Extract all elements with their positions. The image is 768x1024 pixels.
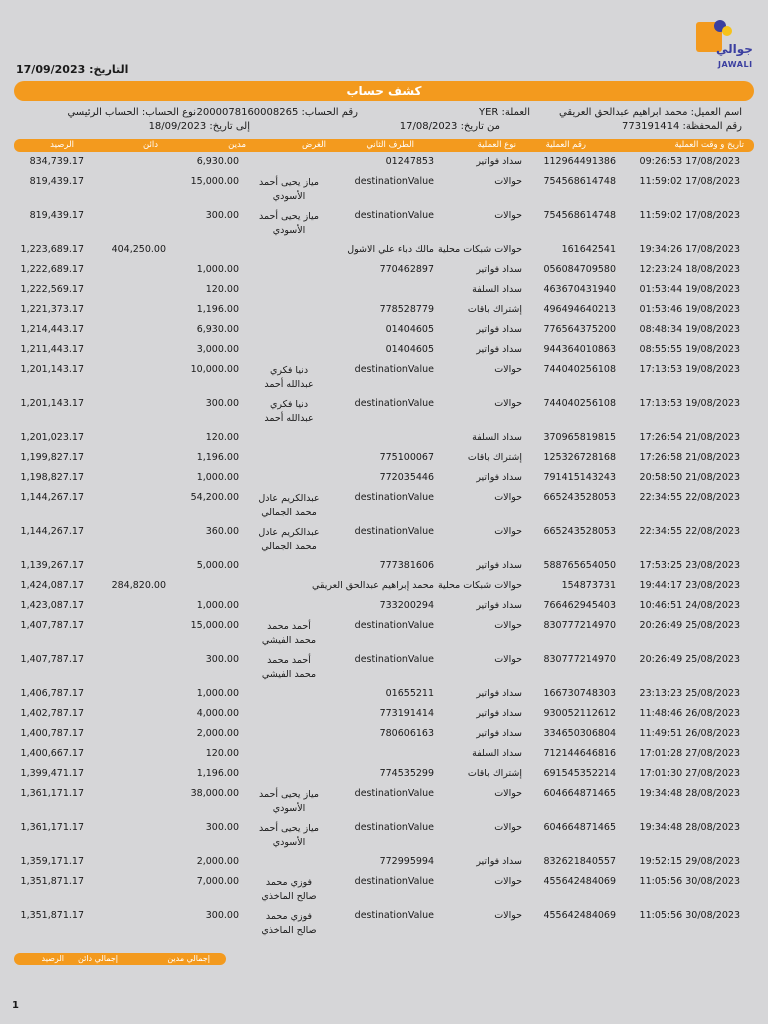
table-row [0, 156, 768, 176]
logo-english-text: JAWALI [718, 60, 753, 69]
row-type: حوالات [494, 654, 522, 665]
row-balance: 1,144,267.17 [20, 526, 84, 537]
table-row [0, 768, 768, 788]
table-row [0, 432, 768, 452]
row-purpose: فوزي محمد صالح الماخذي [261, 877, 317, 902]
row-party: destinationValue [354, 176, 434, 187]
row-date: 17:01:28 27/08/2023 [639, 748, 740, 759]
row-date: 20:26:49 25/08/2023 [639, 620, 740, 631]
row-date: 01:53:46 19/08/2023 [639, 304, 740, 315]
row-number: 604664871465 [543, 788, 616, 799]
row-number: 112964491386 [543, 156, 616, 167]
row-number: 930052112612 [543, 708, 616, 719]
row-debit: 15,000.00 [190, 620, 239, 631]
column-header-date: تاريخ و وقت العملية [674, 140, 744, 150]
row-balance: 1,351,871.17 [20, 910, 84, 921]
row-date: 11:59:02 17/08/2023 [639, 210, 740, 221]
row-debit: 6,930.00 [196, 156, 239, 167]
page-number: 1 [12, 1000, 19, 1011]
row-balance: 1,424,087.17 [20, 580, 84, 591]
row-party: 772995994 [379, 856, 434, 867]
row-date: 23:13:23 25/08/2023 [639, 688, 740, 699]
table-row [0, 654, 768, 688]
row-type: حوالات [494, 788, 522, 799]
customer-name: اسم العميل: محمد ابراهيم عبدالحق العريقي [559, 107, 742, 118]
row-balance: 1,221,373.17 [20, 304, 84, 315]
statement-date [16, 63, 128, 76]
table-row [0, 452, 768, 472]
row-party: 772035446 [379, 472, 434, 483]
table-row [0, 910, 768, 944]
row-party: 733200294 [379, 600, 434, 611]
row-party: 01404605 [385, 324, 434, 335]
row-debit: 1,196.00 [196, 768, 239, 779]
account-type: نوع الحساب: الحساب الرئيسي [67, 107, 196, 118]
row-type: سداد السلفة [472, 432, 522, 443]
table-row [0, 492, 768, 526]
table-row [0, 526, 768, 560]
row-type: حوالات [494, 526, 522, 537]
row-party: 774535299 [379, 768, 434, 779]
row-party: destinationValue [354, 492, 434, 503]
row-party: destinationValue [354, 210, 434, 221]
row-number: 334650306804 [543, 728, 616, 739]
row-number: 463670431940 [543, 284, 616, 295]
row-debit: 300.00 [205, 910, 239, 921]
table-row [0, 344, 768, 364]
column-header-number: رقم العملية [545, 140, 586, 150]
row-purpose: مياز يحيى أحمد الأسودي [258, 177, 320, 202]
row-balance: 1,201,023.17 [20, 432, 84, 443]
row-type: حوالات [494, 876, 522, 887]
total-credit-label: إجمالي دائن [78, 954, 118, 963]
row-number: 830777214970 [543, 620, 616, 631]
row-debit: 4,000.00 [196, 708, 239, 719]
row-balance: 1,211,443.17 [20, 344, 84, 355]
column-header-credit: دائن [143, 140, 158, 150]
row-balance: 1,423,087.17 [20, 600, 84, 611]
row-debit: 120.00 [205, 284, 239, 295]
table-header [14, 139, 754, 152]
row-number: 944364010863 [543, 344, 616, 355]
table-row [0, 244, 768, 264]
row-date: 17:26:58 21/08/2023 [639, 452, 740, 463]
row-party: 775100067 [379, 452, 434, 463]
table-row [0, 210, 768, 244]
row-balance: 1,198,827.17 [20, 472, 84, 483]
row-type: حوالات [494, 364, 522, 375]
row-number: 830777214970 [543, 654, 616, 665]
row-number: 455642484069 [543, 876, 616, 887]
row-balance: 819,439.17 [29, 210, 84, 221]
row-date: 09:26:53 17/08/2023 [639, 156, 740, 167]
row-type: سداد فواتير [476, 324, 522, 335]
row-debit: 360.00 [205, 526, 239, 537]
table-row [0, 708, 768, 728]
row-purpose: مياز يحيى أحمد الأسودي [258, 823, 320, 848]
row-number: 370965819815 [543, 432, 616, 443]
row-number: 496494640213 [543, 304, 616, 315]
row-debit: 300.00 [205, 210, 239, 221]
row-balance: 1,222,569.17 [20, 284, 84, 295]
to-date: إلى تاريخ: 18/09/2023 [148, 121, 250, 132]
row-party: 778528779 [379, 304, 434, 315]
row-debit: 120.00 [205, 748, 239, 759]
row-party: destinationValue [354, 876, 434, 887]
row-debit: 1,000.00 [196, 688, 239, 699]
row-type: سداد فواتير [476, 560, 522, 571]
row-purpose: دنيا فكري عبدالله أحمد [264, 365, 314, 390]
row-number: 665243528053 [543, 492, 616, 503]
totals-bar [14, 953, 226, 965]
row-debit: 1,196.00 [196, 452, 239, 463]
row-purpose: أحمد محمد محمد الفيشي [261, 655, 317, 680]
row-party: 01247853 [385, 156, 434, 167]
logo-arabic-text: جوالي [716, 42, 753, 56]
row-party: 01404605 [385, 344, 434, 355]
row-debit: 1,000.00 [196, 600, 239, 611]
row-balance: 1,399,471.17 [20, 768, 84, 779]
row-date: 22:34:55 22/08/2023 [639, 492, 740, 503]
row-debit: 7,000.00 [196, 876, 239, 887]
page-title: كشف حساب [14, 81, 754, 101]
row-type: سداد السلفة [472, 748, 522, 759]
row-debit: 54,200.00 [190, 492, 239, 503]
table-row [0, 284, 768, 304]
table-row [0, 324, 768, 344]
row-date: 19:52:15 29/08/2023 [639, 856, 740, 867]
row-type: حوالات [494, 910, 522, 921]
row-number: 665243528053 [543, 526, 616, 537]
table-row [0, 600, 768, 620]
row-balance: 1,223,689.17 [20, 244, 84, 255]
row-balance: 1,400,787.17 [20, 728, 84, 739]
table-row [0, 264, 768, 284]
table-row [0, 398, 768, 432]
table-row [0, 580, 768, 600]
row-debit: 300.00 [205, 398, 239, 409]
row-debit: 5,000.00 [196, 560, 239, 571]
row-date: 08:55:55 19/08/2023 [639, 344, 740, 355]
table-row [0, 620, 768, 654]
row-type: إشتراك باقات [467, 304, 522, 315]
total-debit-label: إجمالي مدين [167, 954, 210, 963]
column-header-debit: مدين [228, 140, 246, 150]
row-party: destinationValue [354, 822, 434, 833]
row-party: مالك دباء علي الاشول [347, 244, 434, 255]
row-balance: 834,739.17 [29, 156, 84, 167]
row-debit: 1,000.00 [196, 472, 239, 483]
row-debit: 2,000.00 [196, 856, 239, 867]
column-header-party: الطرف الثاني [366, 140, 414, 150]
row-date: 20:58:50 21/08/2023 [639, 472, 740, 483]
row-balance: 1,201,143.17 [20, 398, 84, 409]
row-purpose: عبدالكريم عادل محمد الجمالي [258, 527, 320, 552]
row-credit: 404,250.00 [111, 244, 166, 255]
row-type: سداد فواتير [476, 856, 522, 867]
row-date: 20:26:49 25/08/2023 [639, 654, 740, 665]
row-type: حوالات [494, 210, 522, 221]
row-debit: 3,000.00 [196, 344, 239, 355]
row-debit: 2,000.00 [196, 728, 239, 739]
account-number: رقم الحساب: 2000078160008265 [196, 107, 358, 118]
table-row [0, 822, 768, 856]
row-number: 832621840557 [543, 856, 616, 867]
row-date: 17:26:54 21/08/2023 [639, 432, 740, 443]
row-balance: 1,406,787.17 [20, 688, 84, 699]
row-number: 166730748303 [543, 688, 616, 699]
table-row [0, 304, 768, 324]
row-type: إشتراك باقات [467, 768, 522, 779]
row-number: 776564375200 [543, 324, 616, 335]
row-debit: 15,000.00 [190, 176, 239, 187]
row-debit: 300.00 [205, 822, 239, 833]
row-credit: 284,820.00 [111, 580, 166, 591]
row-number: 154873731 [561, 580, 616, 591]
row-number: 744040256108 [543, 364, 616, 375]
table-row [0, 176, 768, 210]
row-number: 754568614748 [543, 210, 616, 221]
row-balance: 1,222,689.17 [20, 264, 84, 275]
row-balance: 1,361,171.17 [20, 822, 84, 833]
row-purpose: مياز يحيى أحمد الأسودي [258, 789, 320, 814]
row-number: 056084709580 [543, 264, 616, 275]
row-purpose: مياز يحيى أحمد الأسودي [258, 211, 320, 236]
row-type: سداد فواتير [476, 472, 522, 483]
row-type: حوالات [494, 176, 522, 187]
row-balance: 1,351,871.17 [20, 876, 84, 887]
row-balance: 1,402,787.17 [20, 708, 84, 719]
row-type: سداد فواتير [476, 728, 522, 739]
row-balance: 1,144,267.17 [20, 492, 84, 503]
wallet-number: رقم المحفظة: 773191414 [622, 121, 742, 132]
row-number: 712144646816 [543, 748, 616, 759]
table-row [0, 876, 768, 910]
row-party: 773191414 [379, 708, 434, 719]
table-row [0, 856, 768, 876]
row-debit: 6,930.00 [196, 324, 239, 335]
table-row [0, 560, 768, 580]
row-number: 691545352214 [543, 768, 616, 779]
row-number: 754568614748 [543, 176, 616, 187]
row-type: حوالات [494, 620, 522, 631]
row-type: حوالات شبكات محلية [437, 580, 522, 591]
currency: العملة: YER [478, 107, 530, 118]
row-date: 10:46:51 24/08/2023 [639, 600, 740, 611]
date-value: 17/09/2023 [16, 63, 86, 76]
row-date: 11:59:02 17/08/2023 [639, 176, 740, 187]
row-type: حوالات [494, 398, 522, 409]
logo-dot-icon [722, 26, 732, 36]
row-debit: 300.00 [205, 654, 239, 665]
row-balance: 1,214,443.17 [20, 324, 84, 335]
row-balance: 1,199,827.17 [20, 452, 84, 463]
row-date: 19:34:48 28/08/2023 [639, 788, 740, 799]
row-type: سداد فواتير [476, 156, 522, 167]
total-balance-label: الرصيد [41, 954, 64, 963]
table-row [0, 748, 768, 768]
column-header-type: نوع العملية [477, 140, 516, 150]
column-header-balance: الرصيد [50, 140, 74, 150]
row-balance: 1,361,171.17 [20, 788, 84, 799]
table-row [0, 472, 768, 492]
row-number: 766462945403 [543, 600, 616, 611]
row-number: 588765654050 [543, 560, 616, 571]
row-party: destinationValue [354, 398, 434, 409]
column-header-purpose: الغرض [301, 140, 326, 150]
row-date: 17:13:53 19/08/2023 [639, 364, 740, 375]
row-date: 12:23:24 18/08/2023 [639, 264, 740, 275]
row-number: 455642484069 [543, 910, 616, 921]
row-type: حوالات [494, 822, 522, 833]
row-purpose: أحمد محمد محمد الفيشي [261, 621, 317, 646]
row-purpose: فوزي محمد صالح الماخذي [261, 911, 317, 936]
row-number: 604664871465 [543, 822, 616, 833]
row-date: 11:05:56 30/08/2023 [639, 910, 740, 921]
row-number: 125326728168 [543, 452, 616, 463]
row-type: سداد فواتير [476, 600, 522, 611]
row-balance: 1,407,787.17 [20, 620, 84, 631]
table-row [0, 688, 768, 708]
row-number: 161642541 [561, 244, 616, 255]
row-date: 08:48:34 19/08/2023 [639, 324, 740, 335]
row-date: 01:53:44 19/08/2023 [639, 284, 740, 295]
row-debit: 38,000.00 [190, 788, 239, 799]
row-date: 19:34:48 28/08/2023 [639, 822, 740, 833]
row-party: 01655211 [385, 688, 434, 699]
row-date: 19:44:17 23/08/2023 [639, 580, 740, 591]
row-party: محمد إبراهيم عبدالحق العريقي [312, 580, 434, 591]
row-date: 11:49:51 26/08/2023 [639, 728, 740, 739]
row-type: سداد فواتير [476, 688, 522, 699]
from-date: من تاريخ: 17/08/2023 [399, 121, 500, 132]
jawali-logo [690, 20, 760, 74]
row-type: سداد فواتير [476, 708, 522, 719]
row-balance: 1,139,267.17 [20, 560, 84, 571]
row-date: 11:48:46 26/08/2023 [639, 708, 740, 719]
row-party: 770462897 [379, 264, 434, 275]
row-party: destinationValue [354, 788, 434, 799]
row-date: 17:01:30 27/08/2023 [639, 768, 740, 779]
row-balance: 819,439.17 [29, 176, 84, 187]
row-party: destinationValue [354, 910, 434, 921]
row-debit: 120.00 [205, 432, 239, 443]
row-party: 780606163 [379, 728, 434, 739]
row-date: 17:53:25 23/08/2023 [639, 560, 740, 571]
row-date: 17:13:53 19/08/2023 [639, 398, 740, 409]
row-type: إشتراك باقات [467, 452, 522, 463]
row-party: 777381606 [379, 560, 434, 571]
row-type: حوالات [494, 492, 522, 503]
row-party: destinationValue [354, 364, 434, 375]
row-date: 22:34:55 22/08/2023 [639, 526, 740, 537]
row-balance: 1,359,171.17 [20, 856, 84, 867]
row-type: سداد فواتير [476, 344, 522, 355]
row-party: destinationValue [354, 526, 434, 537]
row-party: destinationValue [354, 654, 434, 665]
row-debit: 1,196.00 [196, 304, 239, 315]
table-row [0, 728, 768, 748]
row-balance: 1,400,667.17 [20, 748, 84, 759]
table-row [0, 788, 768, 822]
row-type: حوالات شبكات محلية [437, 244, 522, 255]
row-date: 19:34:26 17/08/2023 [639, 244, 740, 255]
row-type: سداد فواتير [476, 264, 522, 275]
row-debit: 10,000.00 [190, 364, 239, 375]
row-date: 11:05:56 30/08/2023 [639, 876, 740, 887]
row-number: 744040256108 [543, 398, 616, 409]
row-purpose: عبدالكريم عادل محمد الجمالي [258, 493, 320, 518]
row-purpose: دنيا فكري عبدالله أحمد [264, 399, 314, 424]
row-debit: 1,000.00 [196, 264, 239, 275]
date-label: التاريخ: [89, 63, 129, 76]
table-row [0, 364, 768, 398]
row-balance: 1,201,143.17 [20, 364, 84, 375]
row-type: سداد السلفة [472, 284, 522, 295]
row-balance: 1,407,787.17 [20, 654, 84, 665]
row-number: 791415143243 [543, 472, 616, 483]
row-party: destinationValue [354, 620, 434, 631]
